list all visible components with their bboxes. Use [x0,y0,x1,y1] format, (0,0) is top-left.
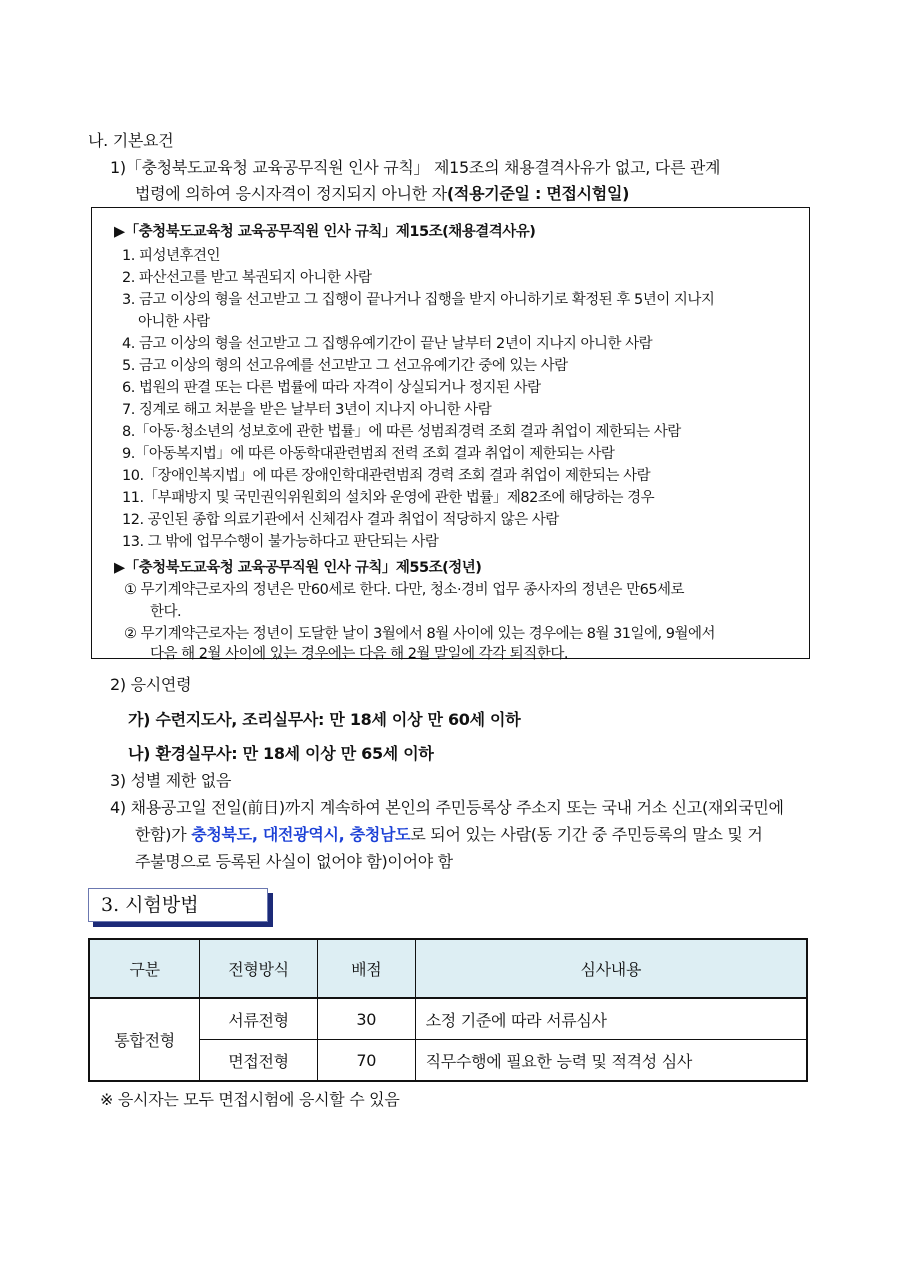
table-row [89,998,807,1040]
req2-title: 2) 응시연령 [110,675,192,694]
box-item-12: 12. 공인된 종합 의료기관에서 신체검사 결과 취업이 적당하지 않은 사람 [122,512,559,528]
header-content: 심사내용 [415,939,807,998]
box-item-9: 9.「아동복지법」에 따른 아동학대관련범죄 전력 조회 결과 취업이 제한되는 사람 [122,446,615,462]
req1-criteria: (적용기준일 : 면접시험일) [446,184,630,203]
table-header-row [89,939,807,998]
table-note: ※ 응시자는 모두 면접시험에 응시할 수 있음 [100,1090,400,1109]
req4-line3: 주불명으로 등록된 사실이 없어야 함)이어야 함 [135,852,453,871]
score-cell: 70 [317,1040,415,1082]
box-item-3-cont: 아니한 사람 [138,314,210,330]
req4-line1: 4) 채용공고일 전일(前日)까지 계속하여 본인의 주민등록상 주소지 또는 국내 거소 신고(재외국민에 [110,798,784,817]
req4-line2-post: 로 되어 있는 사람(동 기간 중 주민등록의 말소 및 거 [410,825,763,844]
box-item-10: 10.「장애인복지법」에 따른 장애인학대관련범죄 경력 조회 결과 취업이 제한되는 사람 [122,468,651,484]
req2-age-ga: 가) 수련지도사, 조리실무사: 만 18세 이상 만 60세 이하 [128,710,521,729]
box-item-3: 3. 금고 이상의 형을 선고받고 그 집행이 끝나거나 집행을 받지 아니하기로 확정된 후 5년이 지나지 [122,292,715,308]
box-item-8: 8.「아동·청소년의 성보호에 관한 법률」에 따른 성범죄경력 조회 결과 취업이 제한되는 사람 [122,424,681,440]
box-item-7: 7. 징계로 해고 처분을 받은 날부터 3년이 지나지 아니한 사람 [122,402,492,418]
box-item-5: 5. 금고 이상의 형의 선고유예를 선고받고 그 선고유예기간 중에 있는 사람 [122,358,568,374]
score-cell: 30 [317,998,415,1040]
exam-method-table [88,938,808,1082]
box-item-2: 2. 파산선고를 받고 복권되지 아니한 사람 [122,270,372,286]
retire-item-1-cont: 한다. [150,604,182,620]
box-item-11: 11.「부패방지 및 국민권익위원회의 설치와 운영에 관한 법률」제82조에 해당하는 경우 [122,490,655,506]
content-cell: 직무수행에 필요한 능력 및 적격성 심사 [415,1040,807,1082]
req1-line2-plain: 법령에 의하여 응시자격이 정지되지 아니한 자 [135,184,447,203]
box-item-1: 1. 피성년후견인 [122,248,220,264]
group-cell: 통합전형 [89,998,200,1081]
box-item-13: 13. 그 밖에 업무수행이 불가능하다고 판단되는 사람 [122,534,439,550]
req4-line2 [135,822,762,845]
content-cell: 소정 기준에 따라 서류심사 [415,998,807,1040]
section3-title: 3. 시험방법 [88,888,268,922]
req1-line2 [135,181,629,204]
header-category: 구분 [89,939,200,998]
req2-age-na: 나) 환경실무사: 만 18세 이상 만 65세 이하 [128,744,434,763]
section-na-title: 나. 기본요건 [88,131,174,150]
box-item-4: 4. 금고 이상의 형을 선고받고 그 집행유예기간이 끝난 날부터 2년이 지나지 아니한 사람 [122,336,653,352]
box-heading-disqualification: ▶「충청북도교육청 교육공무직원 인사 규칙」제15조(채용결격사유) [114,224,536,240]
req3-gender: 3) 성별 제한 없음 [110,771,232,790]
method-cell: 면접전형 [200,1040,318,1082]
retire-item-2-cont: 다음 해 2월 사이에 있는 경우에는 다음 해 2월 말일에 각각 퇴직한다. [150,646,568,662]
header-score: 배점 [317,939,415,998]
method-cell: 서류전형 [200,998,318,1040]
header-method: 전형방식 [200,939,318,998]
box-heading-retirement: ▶「충청북도교육청 교육공무직원 인사 규칙」제55조(정년) [114,560,482,576]
retire-item-2: ② 무기계약근로자는 정년이 도달한 날이 3월에서 8월 사이에 있는 경우에는 8월 31일에, 9월에서 [124,626,716,642]
box-item-6: 6. 법원의 판결 또는 다른 법률에 따라 자격이 상실되거나 정지된 사람 [122,380,541,396]
req4-region: 충청북도, 대전광역시, 충청남도 [191,825,411,844]
retire-item-1: ① 무기계약근로자의 정년은 만60세로 한다. 다만, 청소·경비 업무 종사자의 정년은 만65세로 [124,582,685,598]
req1-line1: 1)「충청북도교육청 교육공무직원 인사 규칙」 제15조의 채용결격사유가 없고, 다른 관계 [110,158,721,177]
regulation-box [91,207,810,662]
req4-line2-pre: 한함)가 [135,825,192,844]
